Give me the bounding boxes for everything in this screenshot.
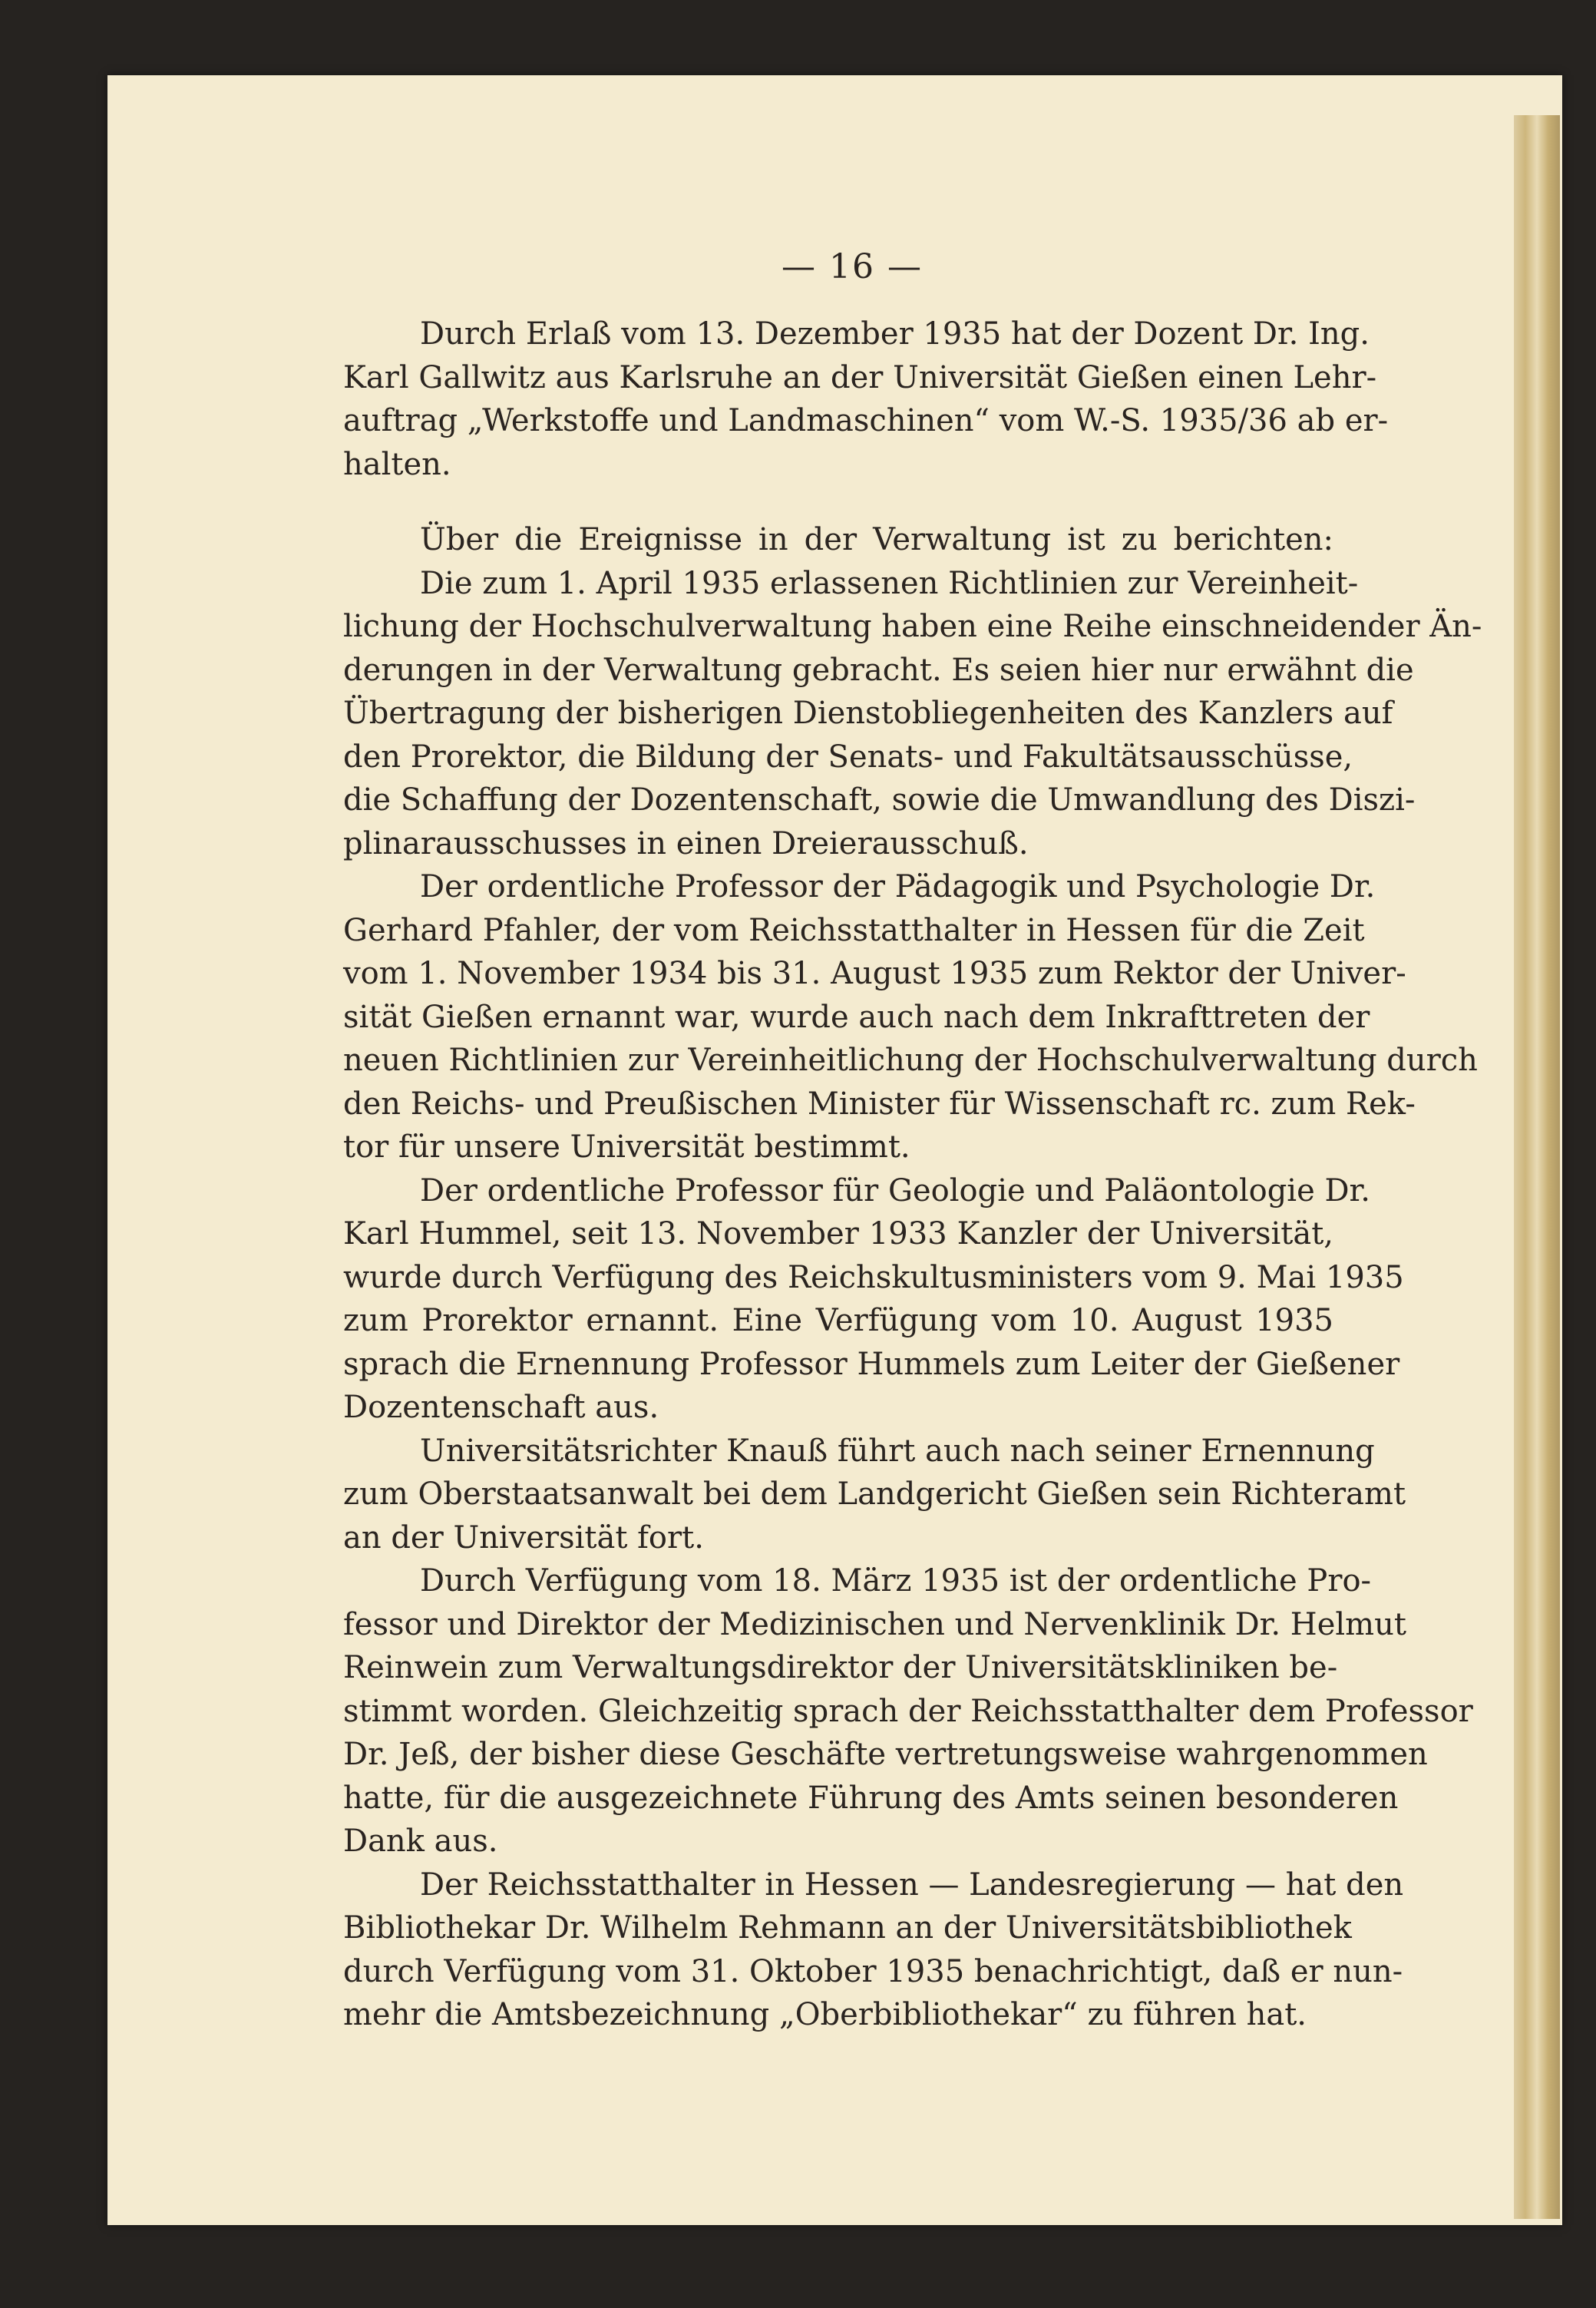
text-line: die Schaffung der Dozentenschaft, sowie die Umwandlung des Diszi- — [343, 782, 1416, 818]
text-line: derungen in der Verwaltung gebracht. Es seien hier nur erwähnt die — [343, 652, 1414, 688]
text-line: Der Reichsstatthalter in Hessen — Landesregierung — hat den — [420, 1867, 1404, 1903]
paragraph — [343, 1430, 1406, 1560]
section-intro — [343, 518, 1333, 562]
text-line: Die zum 1. April 1935 erlassenen Richtlinien zur Vereinheit- — [420, 565, 1359, 601]
text-line: durch Verfügung vom 31. Oktober 1935 benachrichtigt, daß er nun- — [343, 1953, 1403, 1989]
text-line: Karl Hummel, seit 13. November 1933 Kanzler der Universität, — [343, 1216, 1333, 1252]
text-line: wurde durch Verfügung des Reichskultusministers vom 9. Mai 1935 — [343, 1259, 1404, 1295]
paragraph — [343, 1559, 1473, 1863]
text-line: Über die Ereignisse in der Verwaltung ist zu berichten: — [420, 522, 1333, 557]
paragraph — [343, 562, 1482, 866]
text-line: plinarausschusses in einen Dreierausschuß. — [343, 825, 1029, 861]
text-line: Dank aus. — [343, 1824, 498, 1859]
text-line: neuen Richtlinien zur Vereinheitlichung der Hochschulverwaltung durch — [343, 1043, 1478, 1078]
text-line: Dozentenschaft aus. — [343, 1390, 659, 1425]
text-line: vom 1. November 1934 bis 31. August 1935 zum Rektor der Univer- — [343, 956, 1406, 991]
text-line: Gerhard Pfahler, der vom Reichsstatthalter in Hessen für die Zeit — [343, 912, 1365, 948]
text-line: auftrag „Werkstoffe und Landmaschinen“ vom W.-S. 1935/36 ab er- — [343, 403, 1389, 438]
text-line: Übertragung der bisherigen Dienstobliegenheiten des Kanzlers auf — [343, 696, 1393, 731]
text-line: Der ordentliche Professor der Pädagogik und Psychologie Dr. — [420, 869, 1376, 904]
text-line: Reinwein zum Verwaltungsdirektor der Universitätskliniken be- — [343, 1650, 1338, 1685]
text-line: sprach die Ernennung Professor Hummels zum Leiter der Gießener — [343, 1346, 1400, 1382]
paragraph — [343, 1863, 1404, 2037]
text-line: Der ordentliche Professor für Geologie und Paläontologie Dr. — [420, 1172, 1370, 1209]
text-line: sität Gießen ernannt war, wurde auch nach dem Inkrafttreten der — [343, 999, 1370, 1035]
text-line: Dr. Jeß, der bisher diese Geschäfte vertretungsweise wahrgenommen — [343, 1737, 1428, 1772]
text-line: zum Oberstaatsanwalt bei dem Landgericht Gießen sein Richteramt — [343, 1476, 1406, 1512]
text-line: den Reichs- und Preußischen Minister für Wissenschaft rc. zum Rek- — [343, 1086, 1416, 1122]
book-spine-edge — [1514, 115, 1560, 2219]
paragraph — [343, 865, 1478, 1169]
text-line: Karl Gallwitz aus Karlsruhe an der Universität Gießen einen Lehr- — [343, 359, 1377, 395]
text-line: stimmt worden. Gleichzeitig sprach der Reichsstatthalter dem Professor — [343, 1693, 1473, 1729]
text-line: Bibliothekar Dr. Wilhelm Rehmann an der Universitätsbibliothek — [343, 1910, 1352, 1946]
text-line: Universitätsrichter Knauß führt auch nach seiner Ernennung — [420, 1433, 1375, 1469]
text-line: an der Universität fort. — [343, 1519, 704, 1556]
text-line: den Prorektor, die Bildung der Senats- und Fakultätsausschüsse, — [343, 739, 1353, 775]
paragraph-gap — [343, 486, 1333, 518]
text-line: zum Prorektor ernannt. Eine Verfügung vom 10. August 1935 — [343, 1303, 1333, 1338]
text-line: halten. — [343, 446, 451, 482]
paragraph — [343, 1169, 1404, 1430]
text-line: Durch Verfügung vom 18. März 1935 ist der ordentliche Pro- — [420, 1563, 1372, 1599]
text-line: tor für unsere Universität bestimmt. — [343, 1129, 910, 1165]
text-line: hatte, für die ausgezeichnete Führung des Amts seinen besonderen — [343, 1780, 1399, 1816]
paragraph — [343, 312, 1389, 486]
page-number: — 16 — — [781, 247, 923, 286]
text-line: mehr die Amtsbezeichnung „Oberbibliothekar“ zu führen hat. — [343, 1997, 1307, 2032]
text-line: fessor und Direktor der Medizinischen und Nervenklinik Dr. Helmut — [343, 1606, 1406, 1642]
page-text-body — [343, 312, 1482, 2037]
text-line: Durch Erlaß vom 13. Dezember 1935 hat der Dozent Dr. Ing. — [420, 316, 1370, 352]
text-line: lichung der Hochschulverwaltung haben eine Reihe einschneidender Än- — [343, 609, 1482, 644]
